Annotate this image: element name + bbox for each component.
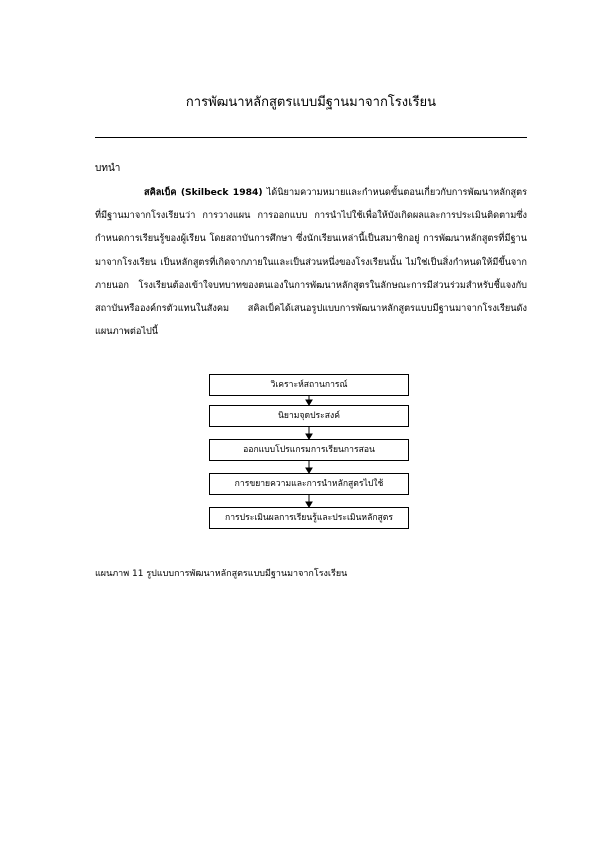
page-title: การพัฒนาหลักสูตรแบบมีฐานมาจากโรงเรียน — [185, 95, 437, 110]
author-citation: สคิลเบ็ค (Skilbeck 1984) — [144, 187, 263, 198]
body-paragraph — [95, 181, 527, 343]
flow-step-design-program: ออกแบบโปรแกรมการเรียนการสอน — [209, 439, 409, 461]
body-paragraph-text: ได้นิยามความหมายและกำหนดขั้นตอนเกี่ยวกับการพัฒนาหลักสูตรที่มีฐานมาจากโรงเรียนว่า การวางแผน การออกแบบ การนำไปใช้เพื่อให้บังเกิดผลและการประเมินติดตามซึ่งกำหนดการเรียนรู้ของผู้เรียน โดยสถาบันการศึกษา ซึ่งนักเรียนเหล่านี้เป็นสมาชิกอยู่ การพัฒนาหลักสูตรที่มีฐานมาจากโรงเรียน เป็นหลักสูตรที่เกิดจากภายในและเป็นส่วนหนึ่งของโรงเรียนนั้น ไม่ใช่เป็นสิ่งกำหนดให้มีขึ้นจากภายนอก โรงเรียนต้องเข้าใจบทบาทของตนเองในการพัฒนาหลักสูตรในลักษณะการมีส่วนร่วมสำหรับชี้แจงกับสถาบันหรือองค์กรตัวแทนในสังคม สคิลเบ็คได้เสนอรูปแบบการพัฒนาหลักสูตรแบบมีฐานมาจากโรงเรียนดังแผนภาพต่อไปนี้ — [95, 187, 528, 338]
flow-step-situation-analysis: วิเคราะห์สถานการณ์ — [209, 374, 409, 396]
figure-caption: แผนภาพ 11 รูปแบบการพัฒนาหลักสูตรแบบมีฐานมาจากโรงเรียน — [95, 569, 348, 579]
flow-step-evaluation: การประเมินผลการเรียนรู้และประเมินหลักสูตร — [209, 507, 409, 529]
flow-step-define-objectives: นิยามจุดประสงค์ — [209, 405, 409, 427]
title-divider — [95, 137, 527, 138]
flow-step-implementation: การขยายความและการนำหลักสูตรไปใช้ — [209, 473, 409, 495]
section-heading: บทนำ — [95, 163, 121, 174]
